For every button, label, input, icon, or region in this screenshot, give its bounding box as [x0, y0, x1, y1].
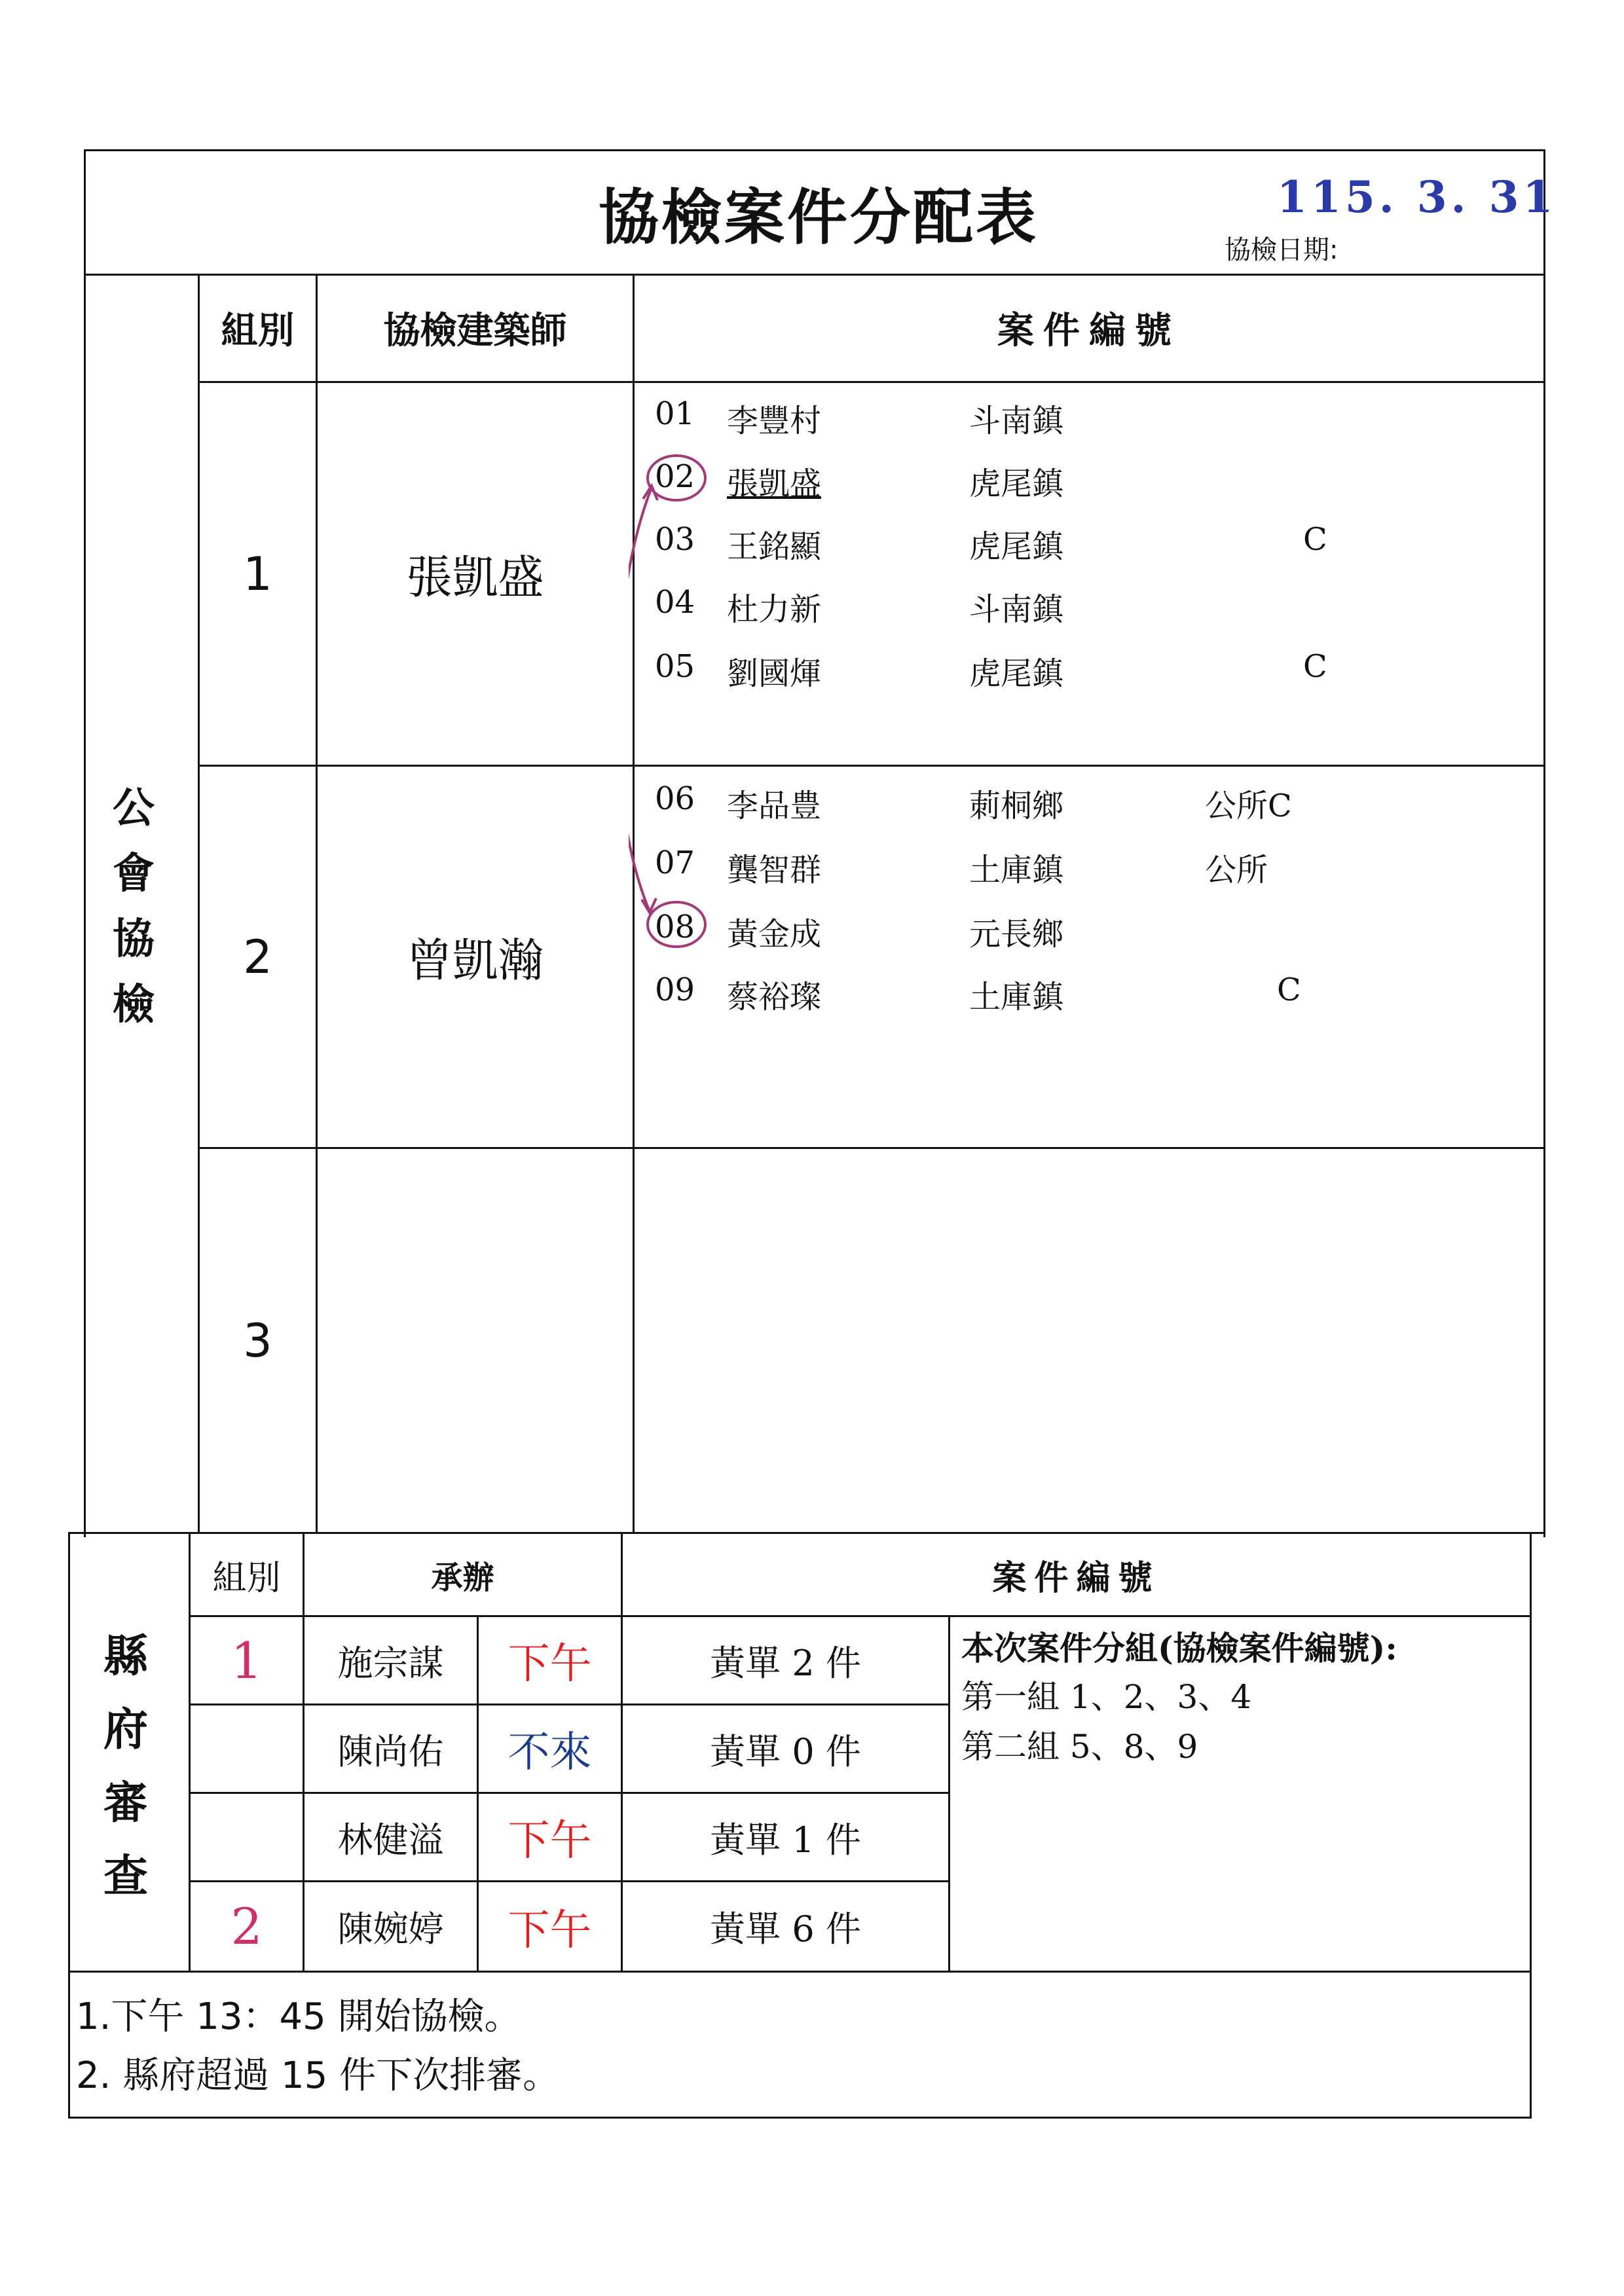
case-area: 斗南鎮	[969, 403, 1064, 439]
case-owner: 李品豊	[727, 788, 822, 824]
case-area: 虎尾鎮	[969, 465, 1064, 502]
county-col-header-cases: 案件編號	[992, 1558, 1160, 1598]
case-row: 06	[655, 780, 695, 817]
group-mark: 2	[231, 1897, 263, 1956]
county-bottom-divider	[68, 1971, 1530, 1973]
border-right-upper	[1543, 149, 1545, 1537]
case-area: 虎尾鎮	[969, 528, 1064, 565]
case-area: 虎尾鎮	[969, 655, 1064, 692]
case-owner: 王銘顯	[727, 528, 822, 565]
case-area: 土庫鎮	[969, 979, 1064, 1015]
case-area: 莿桐鄉	[969, 788, 1064, 824]
border-left-lower	[68, 1532, 70, 2119]
case-owner: 李豐村	[727, 403, 822, 439]
case-note: 公所	[1205, 852, 1268, 888]
handler-status: 下午	[507, 1906, 592, 1955]
border-right-lower	[1530, 1532, 1532, 2119]
handler-status: 不來	[507, 1728, 592, 1777]
case-area: 元長鄉	[969, 916, 1064, 953]
handler-status: 下午	[507, 1817, 592, 1865]
reassign-arrow-annotation	[629, 432, 720, 956]
group-mark	[191, 1794, 303, 1880]
group-number-2: 2	[243, 930, 272, 984]
handler-name: 陳尚佑	[337, 1730, 444, 1772]
grouping-line-2: 第二組 5、8、9	[961, 1728, 1198, 1766]
note-2: 2. 縣府超過 15 件下次排審。	[76, 2054, 560, 2097]
case-row: 04	[655, 584, 695, 621]
border-top	[84, 149, 1545, 151]
case-note: C	[1277, 972, 1301, 1008]
county-col-header-handler: 承辦	[431, 1559, 494, 1596]
case-owner: 杜力新	[727, 591, 822, 628]
handler-cases: 黃單 6 件	[710, 1908, 861, 1950]
page-title: 協檢案件分配表	[598, 183, 1039, 253]
architect-group-3	[318, 1149, 633, 1532]
group-number-1: 1	[243, 547, 272, 601]
case-owner: 黃金成	[727, 916, 822, 953]
case-row: 09	[655, 972, 695, 1008]
case-area: 斗南鎮	[969, 591, 1064, 628]
case-area: 土庫鎮	[969, 852, 1064, 888]
col-header-group: 組別	[221, 310, 295, 352]
case-note: C	[1303, 521, 1327, 558]
guild-side-label: 公 會 協 檢	[113, 784, 155, 1029]
group-mark: 1	[231, 1631, 263, 1690]
county-col-header-group: 組別	[212, 1558, 281, 1598]
border-bottom	[68, 2117, 1530, 2119]
case-row: 01	[655, 395, 695, 432]
col-header-architect: 協檢建築師	[383, 310, 567, 352]
note-1: 1.下午 13：45 開始協檢。	[76, 1995, 521, 2038]
handler-cases: 黃單 0 件	[710, 1730, 861, 1772]
case-note: C	[1303, 648, 1327, 685]
border-left-upper	[84, 149, 86, 1537]
group-mark	[191, 1705, 303, 1792]
case-row: 02	[655, 458, 695, 495]
handler-name: 施宗謀	[337, 1642, 444, 1684]
case-owner: 蔡裕璨	[727, 979, 822, 1015]
handler-cases: 黃單 2 件	[710, 1642, 861, 1684]
handler-cases: 黃單 1 件	[710, 1819, 861, 1861]
grouping-title: 本次案件分組(協檢案件編號):	[961, 1629, 1397, 1667]
case-row: 07	[655, 845, 695, 881]
grouping-line-1: 第一組 1、2、3、4	[961, 1678, 1252, 1716]
case-note: 公所C	[1205, 788, 1292, 824]
case-owner: 劉國煇	[727, 655, 822, 692]
case-owner: 龔智群	[727, 852, 822, 888]
architect-group-1: 張凱盛	[406, 551, 544, 604]
handler-name: 陳婉婷	[337, 1908, 444, 1950]
case-owner: 張凱盛	[727, 465, 822, 502]
case-row: 03	[655, 521, 695, 558]
county-side-label: 縣 府 審 查	[103, 1631, 148, 1903]
handler-name: 林健溢	[337, 1819, 444, 1861]
date-label: 協檢日期:	[1225, 235, 1338, 265]
group-number-3: 3	[243, 1313, 272, 1368]
case-row: 05	[655, 648, 695, 685]
county-col-line-5	[948, 1617, 950, 1971]
col-header-cases: 案件編號	[997, 310, 1181, 352]
handler-status: 下午	[507, 1640, 592, 1688]
architect-group-2: 曾凱瀚	[406, 934, 544, 987]
case-row: 08	[655, 909, 695, 945]
date-stamp: 115. 3. 31	[1277, 172, 1557, 223]
